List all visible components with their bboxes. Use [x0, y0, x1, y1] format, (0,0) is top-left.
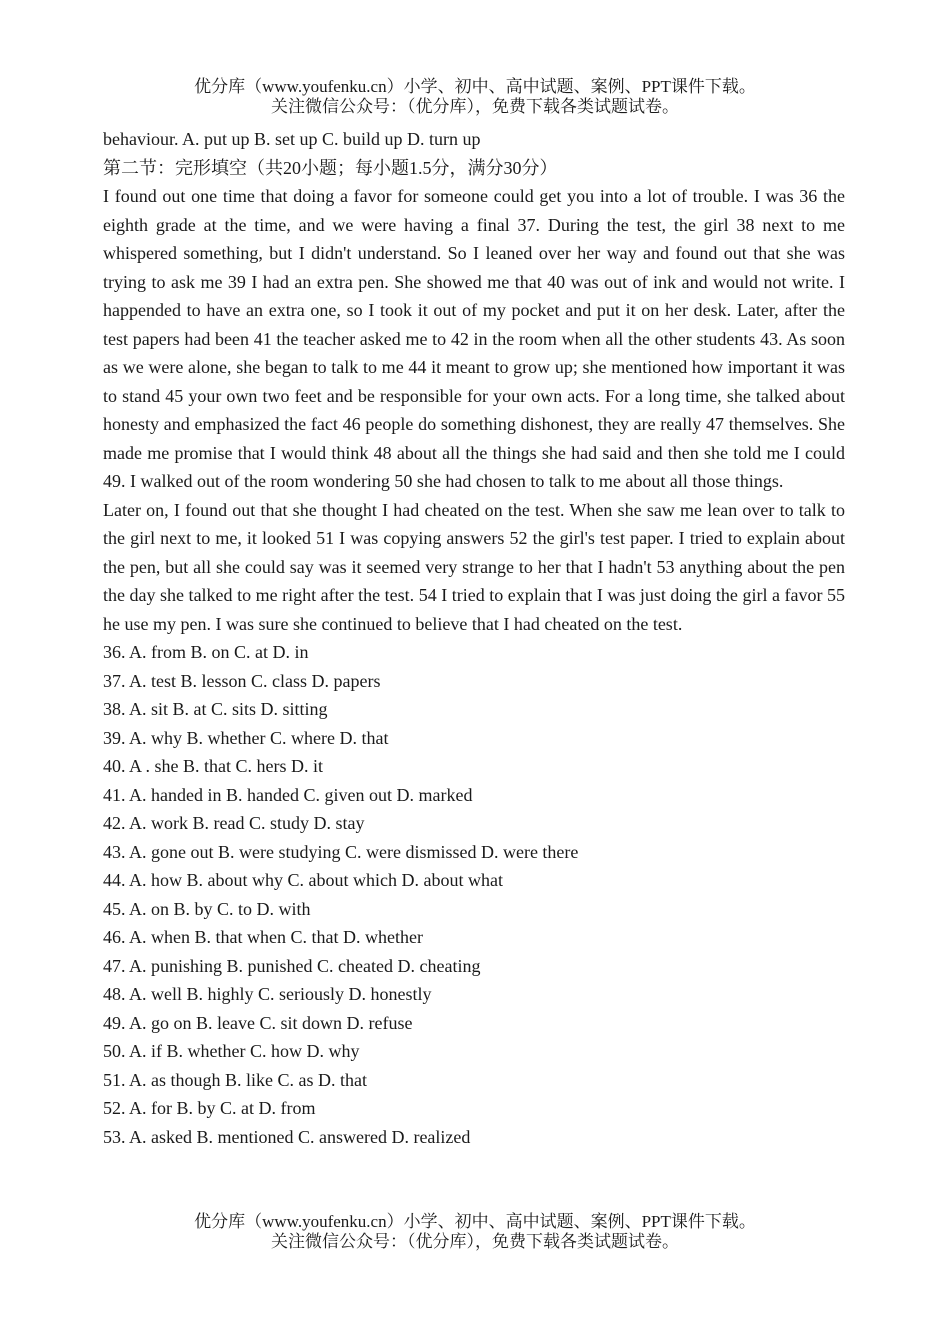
- question-49-options: 49. A. go on B. leave C. sit down D. refuse: [103, 1012, 413, 1033]
- question-39-options: 39. A. why B. whether C. where D. that: [103, 727, 389, 748]
- section-title: 第二节：完形填空（共20小题；每小题1.5分，满分30分）: [103, 157, 558, 178]
- question-50-options: 50. A. if B. whether C. how D. why: [103, 1041, 360, 1061]
- page-header: [0, 77, 950, 117]
- passage-paragraph-2: Later on, I found out that she thought I had cheated on the test. When she saw me lean over to talk to the girl next to me, it looked 51 I was copying answers 52 the girl's test paper. I tried to explain about the pen, but all she could say was it seemed very strange to her that I hadn't 53 anything about the pen the day she talked to me right after the test. 54 I tried to explain that I was just doing the girl a favor 55 he use my pen. I was sure she continued to believe that I had cheated on the test.: [103, 499, 845, 634]
- question-37-options: 37. A. test B. lesson C. class D. papers: [103, 670, 381, 691]
- header-line-1: 优分库（www.youfenku.cn）小学、初中、高中试题、案例、PPT课件下载。: [194, 77, 756, 96]
- question-38-options: 38. A. sit B. at C. sits D. sitting: [103, 699, 328, 719]
- cloze-passage: [103, 182, 845, 638]
- question-46-options: 46. A. when B. that when C. that D. whether: [103, 927, 423, 947]
- question-48-options: 48. A. well B. highly C. seriously D. honestly: [103, 984, 432, 1004]
- answer-options-list: [103, 638, 845, 1151]
- passage-paragraph-1: I found out one time that doing a favor for someone could get you into a lot of trouble. I was 36 the eighth grade at the time, and we were having a final 37. During the test, the girl 38 next to me whispered something, but I didn't understand. So I leaned over her way and found out that she was trying to ask me 39 I had an extra pen. She showed me that 40 was out of ink and would not write. I happended to have an extra one, so I took it out of my pocket and put it on her desk. Later, after the test papers had been 41 the teacher asked me to 42 in the room when all the other students 43. As soon as we were alone, she began to talk to me 44 it meant to grow up; she mentioned how important it was to stand 45 your own two feet and be responsible for your own acts. For a long time, she talked about honesty and emphasized the fact 46 people do something dishonest, they are really 47 themselves. She made me promise that I would think 48 about all the things she had said and then she told me I could 49. I walked out of the room wondering 50 she had chosen to talk to me about all those things.: [103, 186, 845, 491]
- header-line-2: 关注微信公众号：（优分库），免费下载各类试题试卷。: [271, 97, 679, 116]
- question-36-options: 36. A. from B. on C. at D. in: [103, 642, 309, 662]
- page-footer: [0, 1212, 950, 1252]
- question-42-options: 42. A. work B. read C. study D. stay: [103, 813, 365, 833]
- question-52-options: 52. A. for B. by C. at D. from: [103, 1098, 316, 1118]
- document-body: [103, 125, 845, 1151]
- footer-line-1: 优分库（www.youfenku.cn）小学、初中、高中试题、案例、PPT课件下载。: [194, 1212, 756, 1231]
- question-44-options: 44. A. how B. about why C. about which D. about what: [103, 870, 503, 890]
- question-40-options: 40. A . she B. that C. hers D. it: [103, 756, 323, 776]
- carryover-question-line: behaviour. A. put up B. set up C. build up D. turn up: [103, 129, 481, 149]
- question-41-options: 41. A. handed in B. handed C. given out D. marked: [103, 784, 473, 805]
- question-43-options: 43. A. gone out B. were studying C. were dismissed D. were there: [103, 841, 579, 862]
- footer-line-2: 关注微信公众号：（优分库），免费下载各类试题试卷。: [271, 1232, 679, 1251]
- question-53-options: 53. A. asked B. mentioned C. answered D. realized: [103, 1126, 471, 1147]
- question-51-options: 51. A. as though B. like C. as D. that: [103, 1069, 367, 1090]
- question-47-options: 47. A. punishing B. punished C. cheated D. cheating: [103, 955, 481, 976]
- question-45-options: 45. A. on B. by C. to D. with: [103, 898, 311, 919]
